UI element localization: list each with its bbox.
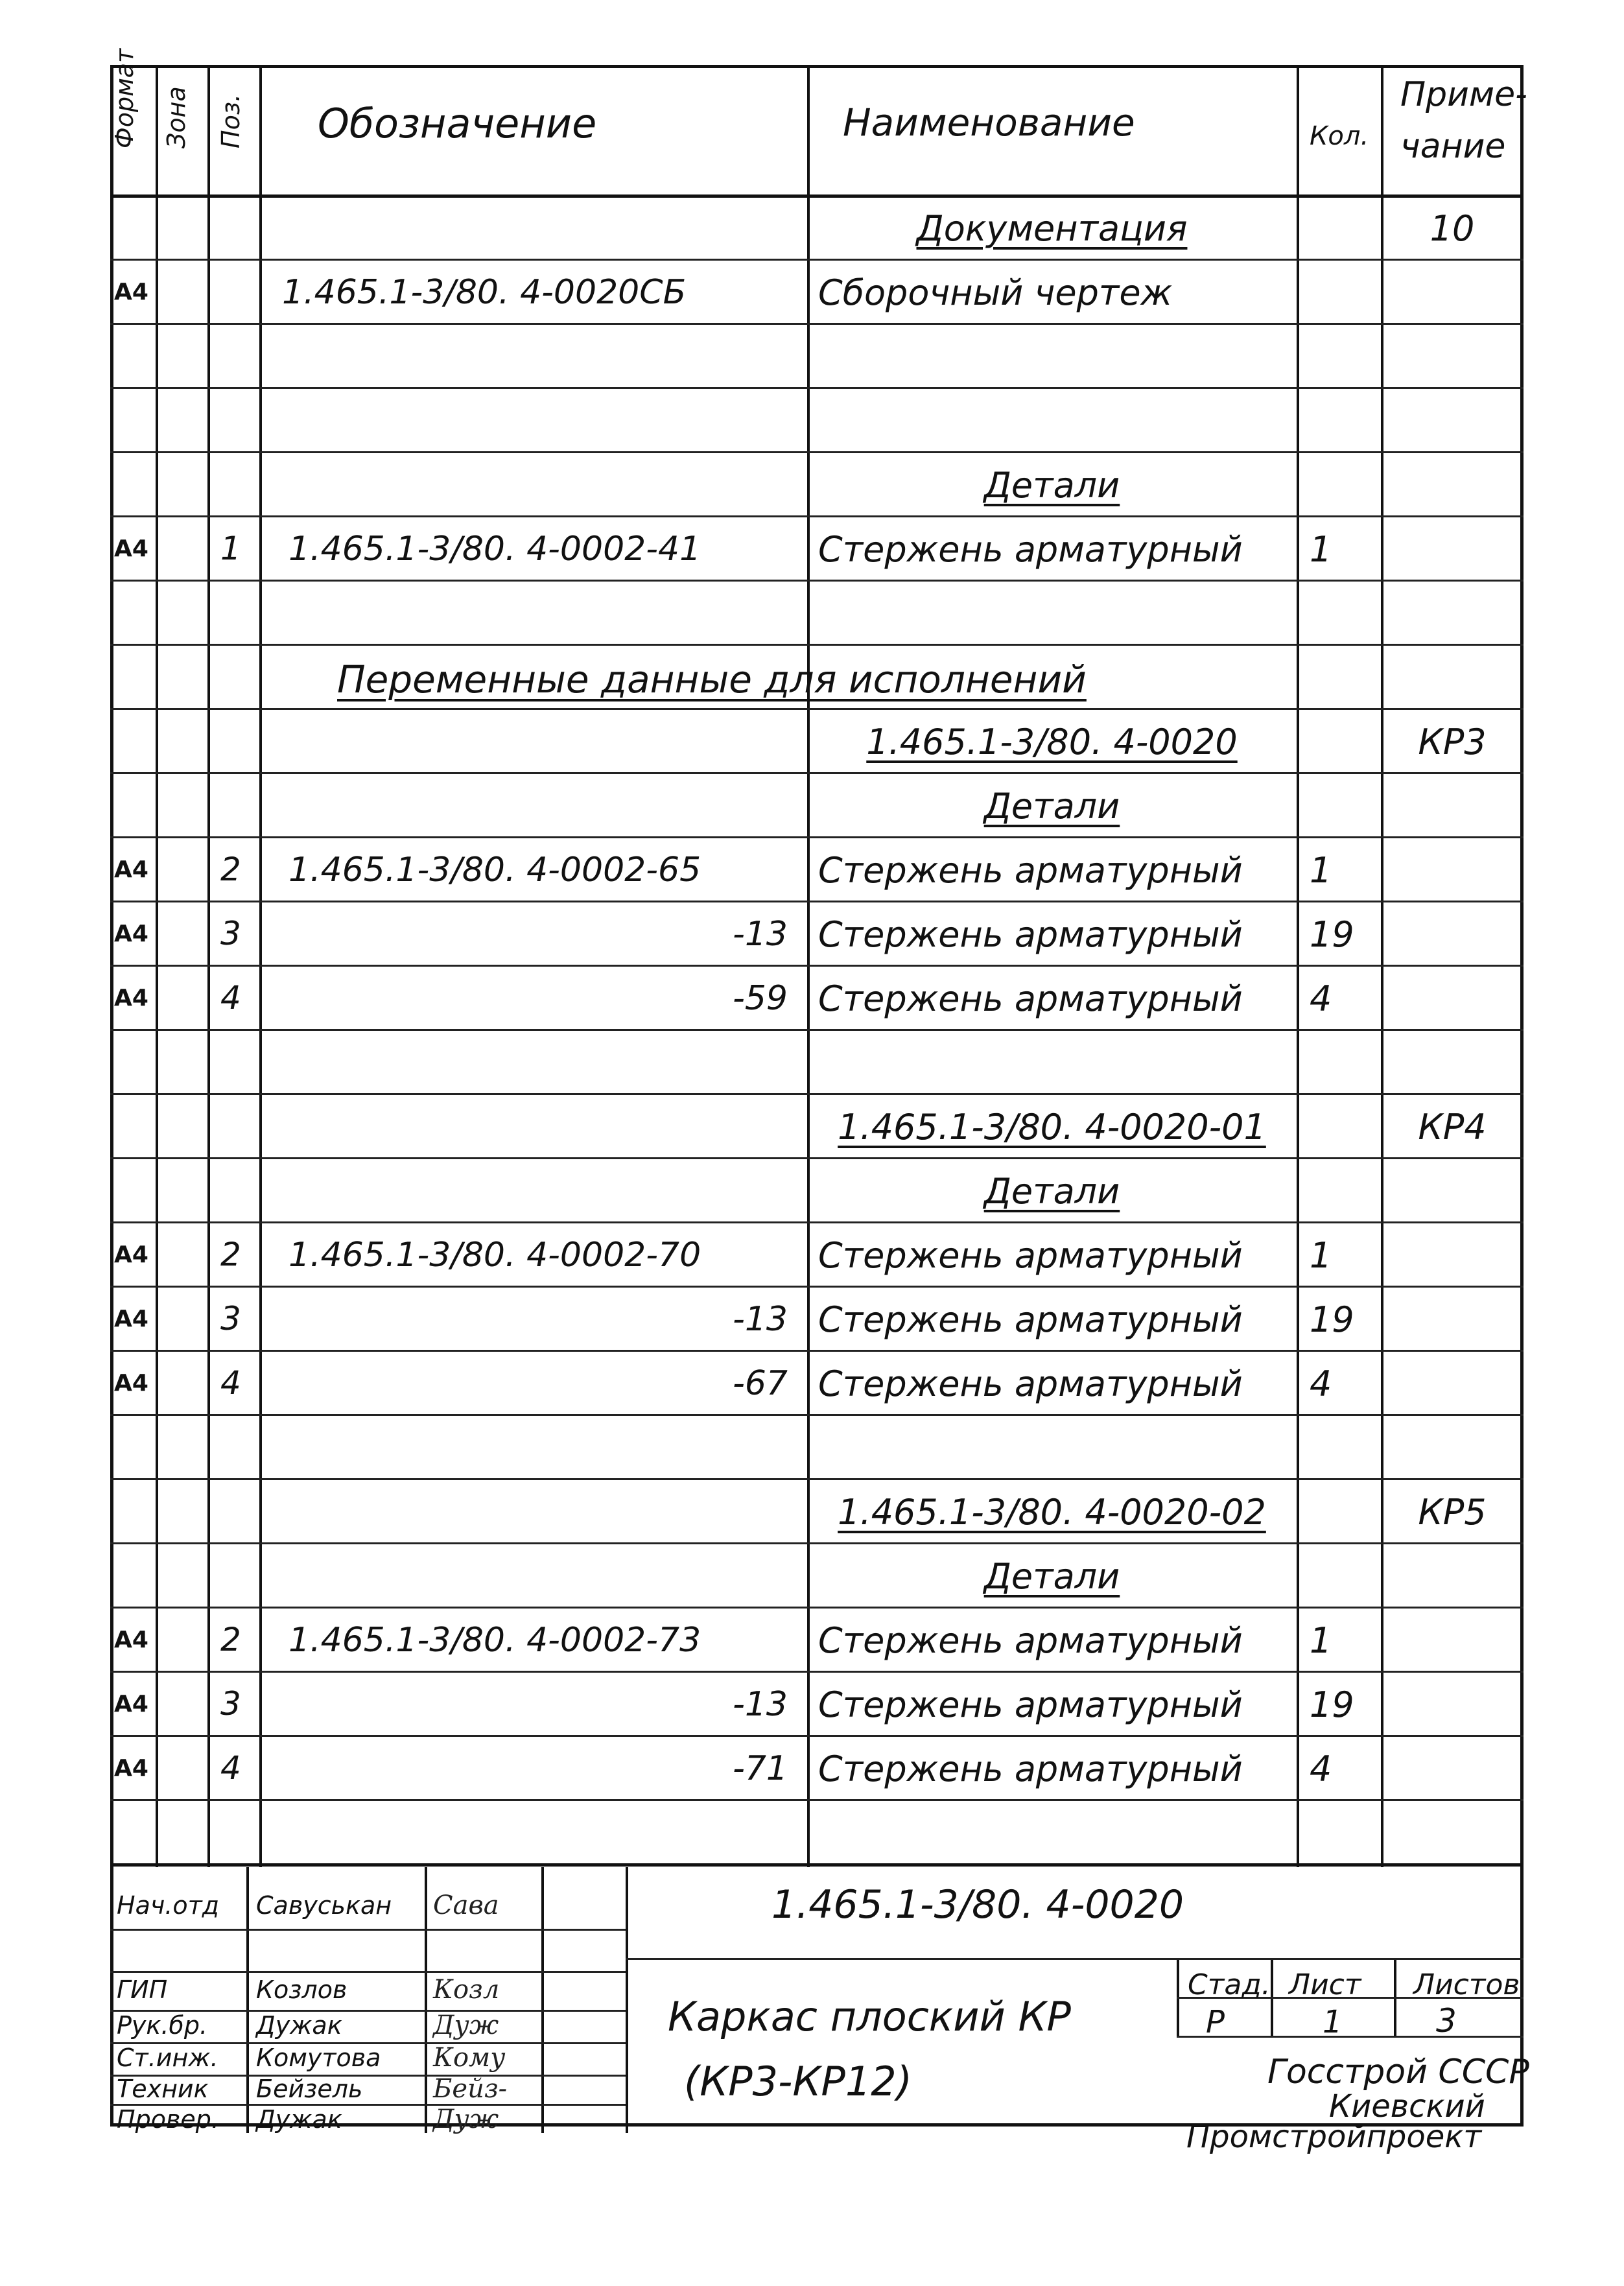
tb-person-name: Комутова xyxy=(256,2044,381,2072)
row-divider xyxy=(110,323,1524,325)
row-qty: 4 xyxy=(1310,1363,1332,1404)
row-format: А4 xyxy=(114,856,148,883)
tb-person-name: Дужак xyxy=(256,2105,342,2134)
tb-doc-number: 1.465.1-3/80. 4-0020 xyxy=(771,1882,1184,1927)
row-position: 2 xyxy=(220,1236,241,1273)
row-position: 2 xyxy=(220,1621,241,1658)
tb-org-line2: Киевский xyxy=(1329,2088,1485,2125)
header-name: Наименование xyxy=(843,100,1135,145)
row-qty: 1 xyxy=(1310,1620,1332,1661)
row-name-heading: Детали xyxy=(983,786,1120,827)
row-name: Сборочный чертеж xyxy=(818,272,1173,313)
row-qty: 4 xyxy=(1310,1749,1332,1789)
header-format: Формат xyxy=(110,48,139,148)
row-designation: 1.465.1-3/80. 4-0002-73 xyxy=(288,1621,701,1660)
row-section-heading: Переменные данные для исполнений xyxy=(337,657,1087,701)
row-divider xyxy=(110,1971,626,1973)
row-note: КР4 xyxy=(1418,1107,1487,1148)
row-designation: -67 xyxy=(733,1364,788,1403)
row-divider xyxy=(110,1414,1524,1416)
row-note: КР3 xyxy=(1418,722,1487,762)
row-qty: 1 xyxy=(1310,850,1332,891)
row-name-heading: Документация xyxy=(916,208,1188,249)
row-divider xyxy=(110,772,1524,774)
row-designation: -59 xyxy=(733,979,788,1018)
row-format: А4 xyxy=(114,1627,148,1653)
tb-person-name: Савуськан xyxy=(256,1891,392,1920)
row-format: А4 xyxy=(114,1691,148,1717)
header-pos: Поз. xyxy=(217,93,245,148)
row-format: А4 xyxy=(114,1370,148,1396)
row-format: А4 xyxy=(114,536,148,562)
row-divider xyxy=(110,515,1524,517)
row-format: А4 xyxy=(114,985,148,1011)
row-note: КР5 xyxy=(1418,1492,1487,1533)
header-qty: Кол. xyxy=(1310,121,1369,151)
row-name-heading: Детали xyxy=(983,465,1120,506)
row-position: 4 xyxy=(220,979,241,1017)
tb-person-role: Ст.инж. xyxy=(117,2044,218,2072)
tb-sheet-label: Лист xyxy=(1289,1968,1361,2001)
header-note-line1: Приме- xyxy=(1400,75,1527,114)
row-note: 10 xyxy=(1430,208,1475,249)
tb-person-role: Провер. xyxy=(117,2105,219,2134)
row-position: 3 xyxy=(220,1300,241,1337)
header-zone: Зона xyxy=(162,86,191,148)
row-format: А4 xyxy=(114,1755,148,1782)
row-name: Стержень арматурный xyxy=(818,1363,1243,1404)
row-position: 2 xyxy=(220,851,241,888)
row-divider xyxy=(110,1863,1524,1867)
row-designation: -71 xyxy=(733,1749,788,1788)
row-name: Стержень арматурный xyxy=(818,1235,1243,1276)
row-designation: 1.465.1-3/80. 4-0002-41 xyxy=(288,530,701,569)
row-divider xyxy=(626,1958,1524,1960)
row-divider xyxy=(110,1029,1524,1031)
row-divider xyxy=(110,1929,626,1931)
row-divider xyxy=(110,580,1524,582)
row-name: Стержень арматурный xyxy=(818,1620,1243,1661)
row-name-heading: Детали xyxy=(983,1556,1120,1597)
row-divider xyxy=(110,1542,1524,1544)
row-qty: 4 xyxy=(1310,978,1332,1019)
tb-person-name: Козлов xyxy=(256,1975,347,2004)
row-qty: 1 xyxy=(1310,1235,1332,1276)
tb-sheets: 3 xyxy=(1436,2002,1457,2040)
row-qty: 1 xyxy=(1310,529,1332,570)
row-format: А4 xyxy=(114,279,148,305)
row-divider xyxy=(110,1671,1524,1673)
row-divider xyxy=(110,901,1524,902)
row-divider xyxy=(110,1221,1524,1223)
tb-stage: Р xyxy=(1206,2004,1225,2040)
header-note-line2: чание xyxy=(1400,127,1506,166)
row-name: Стержень арматурный xyxy=(818,850,1243,891)
tb-person-role: Техник xyxy=(117,2075,209,2103)
row-divider xyxy=(110,708,1524,710)
row-divider xyxy=(110,965,1524,967)
tb-person-name: Бейзель xyxy=(256,2075,363,2103)
row-divider xyxy=(110,387,1524,389)
tb-stage-label: Стад. xyxy=(1188,1968,1271,2001)
tb-person-signature: Кому xyxy=(433,2043,506,2073)
row-position: 3 xyxy=(220,1685,241,1723)
row-divider xyxy=(110,1478,1524,1480)
row-divider xyxy=(110,1093,1524,1095)
tb-org-line3: Промстройпроект xyxy=(1186,2119,1482,2155)
row-divider xyxy=(110,1799,1524,1801)
row-designation: 1.465.1-3/80. 4-0002-65 xyxy=(288,851,701,890)
tb-org-line1: Госстрой СССР xyxy=(1267,2053,1529,2092)
row-divider xyxy=(110,644,1524,646)
tb-person-signature: Сава xyxy=(433,1891,499,1920)
row-name: Стержень арматурный xyxy=(818,1684,1243,1725)
tb-person-signature: Козл xyxy=(433,1975,500,2005)
tb-person-role: Рук.бр. xyxy=(117,2011,208,2040)
row-divider xyxy=(1177,2036,1524,2038)
row-divider xyxy=(110,836,1524,838)
row-name: Стержень арматурный xyxy=(818,1749,1243,1789)
sheet-frame xyxy=(110,48,1524,2127)
tb-person-signature: Дуж xyxy=(433,2104,499,2134)
row-designation: -13 xyxy=(733,915,788,954)
row-name: Стержень арматурный xyxy=(818,1299,1243,1340)
row-name: Стержень арматурный xyxy=(818,978,1243,1019)
row-name: Стержень арматурный xyxy=(818,914,1243,955)
row-name-heading: 1.465.1-3/80. 4-0020-01 xyxy=(838,1107,1266,1148)
row-divider xyxy=(110,1157,1524,1159)
row-position: 4 xyxy=(220,1364,241,1402)
tb-title-line2: (КР3-КР12) xyxy=(684,2058,912,2105)
tb-sheets-label: Листов xyxy=(1413,1968,1520,2001)
row-name-heading: Детали xyxy=(983,1171,1120,1212)
tb-sheet: 1 xyxy=(1323,2004,1343,2040)
row-name-heading: 1.465.1-3/80. 4-0020 xyxy=(866,722,1238,762)
row-qty: 19 xyxy=(1310,1684,1354,1725)
tb-title-line1: Каркас плоский КР xyxy=(668,1993,1071,2040)
row-position: 4 xyxy=(220,1749,241,1787)
tb-person-signature: Бейз- xyxy=(433,2074,508,2104)
tb-person-role: Нач.отд xyxy=(117,1891,220,1920)
row-position: 1 xyxy=(220,530,241,567)
row-position: 3 xyxy=(220,915,241,952)
tb-person-signature: Дуж xyxy=(433,2010,499,2040)
row-qty: 19 xyxy=(1310,914,1354,955)
header-designation: Обозначение xyxy=(318,100,597,147)
row-format: А4 xyxy=(114,1306,148,1332)
row-divider xyxy=(110,1607,1524,1608)
tb-person-role: ГИП xyxy=(117,1975,168,2004)
row-format: А4 xyxy=(114,921,148,947)
row-designation: -13 xyxy=(733,1685,788,1724)
row-designation: -13 xyxy=(733,1300,788,1339)
title-block-divider xyxy=(541,1867,544,2133)
title-block-divider xyxy=(626,1867,628,2133)
title-block-divider xyxy=(425,1867,427,2133)
row-divider xyxy=(110,259,1524,261)
row-designation: 1.465.1-3/80. 4-0002-70 xyxy=(288,1236,701,1275)
row-divider xyxy=(110,1350,1524,1352)
row-name: Стержень арматурный xyxy=(818,529,1243,570)
row-qty: 19 xyxy=(1310,1299,1354,1340)
row-name-heading: 1.465.1-3/80. 4-0020-02 xyxy=(838,1492,1266,1533)
row-designation: 1.465.1-3/80. 4-0020СБ xyxy=(282,273,687,312)
row-divider xyxy=(110,194,1524,198)
row-format: А4 xyxy=(114,1242,148,1268)
tb-person-name: Дужак xyxy=(256,2011,342,2040)
title-block-divider xyxy=(246,1867,249,2133)
row-divider xyxy=(110,1735,1524,1737)
row-divider xyxy=(110,451,1524,453)
row-divider xyxy=(110,1286,1524,1288)
